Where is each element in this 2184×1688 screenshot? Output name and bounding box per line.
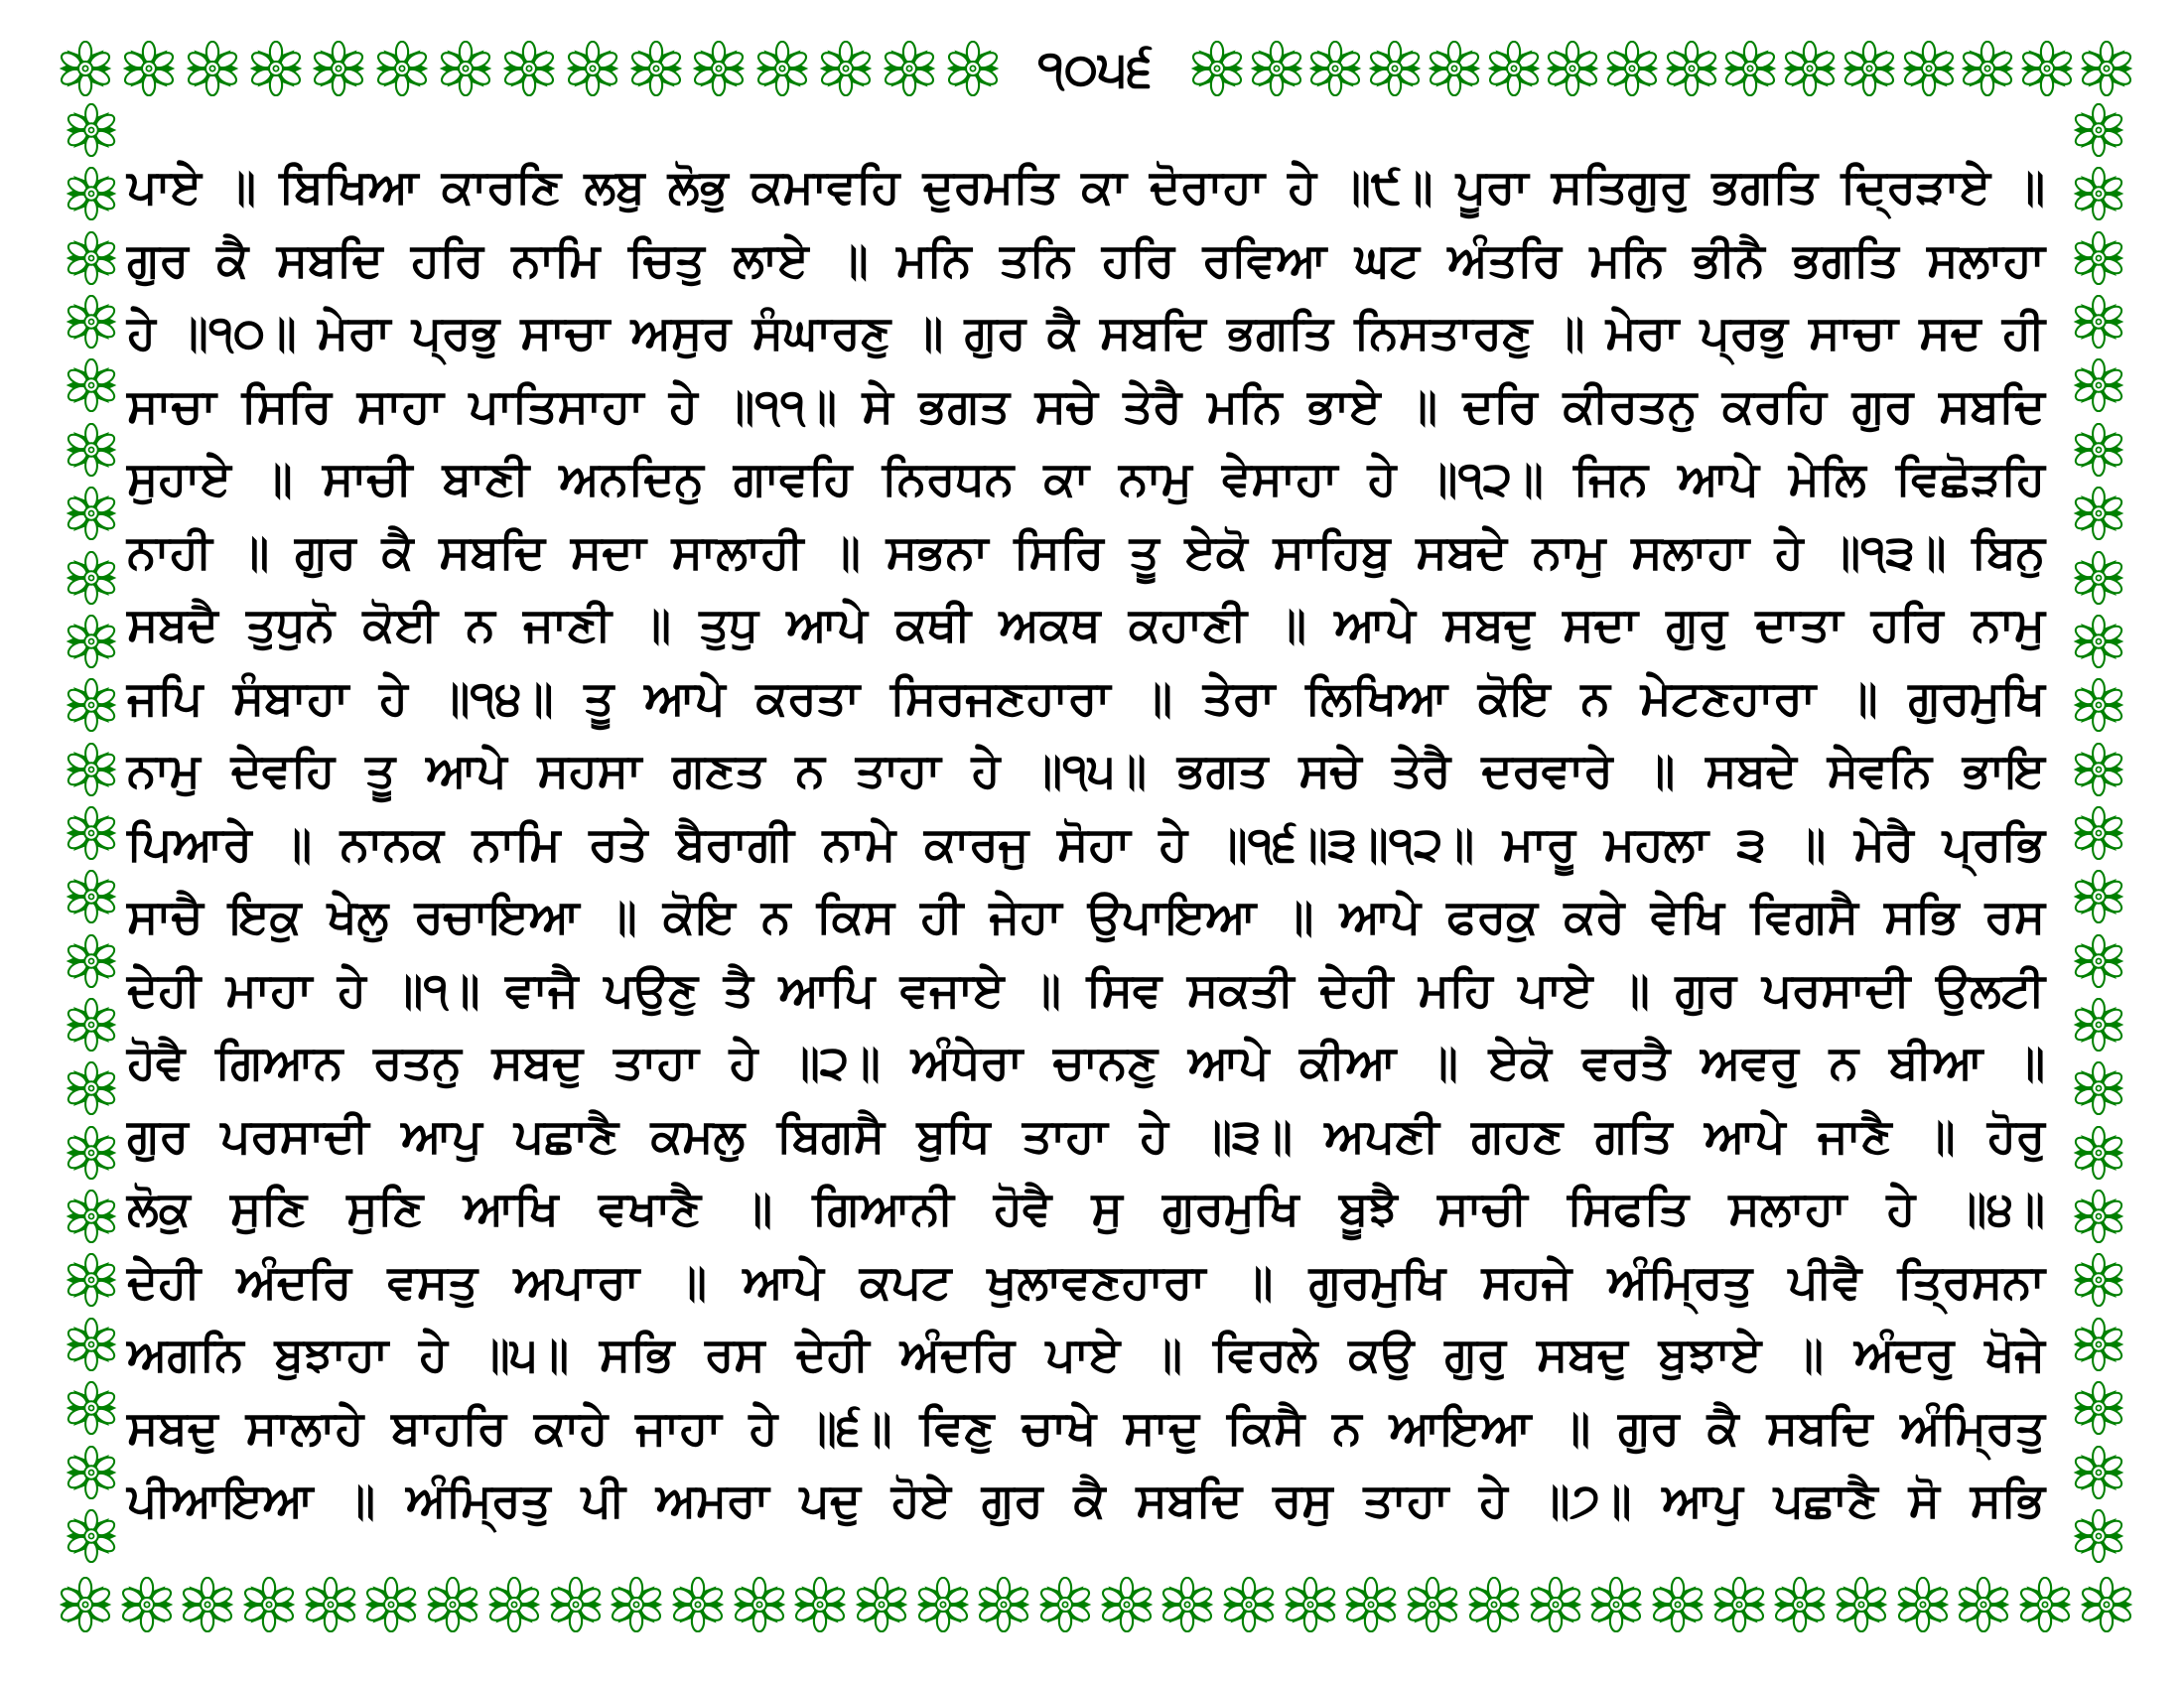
flower-icon (1486, 41, 1542, 96)
flower-icon (248, 41, 304, 96)
flower-icon (303, 1577, 358, 1632)
flower-icon (2017, 1577, 2073, 1632)
flower-icon (609, 1577, 664, 1632)
text-line: ਸਾਚੈ ਇਕੁ ਖੇਲੁ ਰਚਾਇਆ ॥ ਕੋਇ ਨ ਕਿਸ ਹੀ ਜੇਹਾ ਉਪਾਇਆ ॥ ਆਪੇ ਫਰਕੁ ਕਰੇ ਵੇਖਿ ਵਿਗਸੈ ਸਭਿ ਰਸ (127, 890, 2045, 944)
flower-icon (1782, 41, 1838, 96)
text-line: ਦੇਹੀ ਅੰਦਰਿ ਵਸਤੁ ਅਪਾਰਾ ॥ ਆਪੇ ਕਪਟ ਖੁਲਾਵਣਹਾਰਾ ॥ ਗੁਰਮੁਖਿ ਸਹਜੇ ਅੰਮ੍ਰਿਤੁ ਪੀਵੈ ਤ੍ਰਿਸਨਾ (127, 1254, 2045, 1310)
flower-icon (2079, 41, 2134, 96)
flower-icon (65, 1318, 118, 1371)
flower-icon (2072, 1318, 2125, 1371)
flower-icon (65, 743, 118, 796)
flower-icon (374, 41, 430, 96)
flower-icon (915, 1577, 971, 1632)
flower-icon (1405, 1577, 1460, 1632)
flower-icon (565, 41, 620, 96)
text-line: ਸਬਦੈ ਤੁਧੁਨੋ ਕੋਈ ਨ ਜਾਣੀ ॥ ਤੁਧੁ ਆਪੇ ਕਥੀ ਅਕਥ ਕਹਾਣੀ ॥ ਆਪੇ ਸਬਦੁ ਸਦਾ ਗੁਰੁ ਦਾਤਾ ਹਰਿ ਨਾਮੁ (127, 598, 2045, 652)
flower-icon (1466, 1577, 1522, 1632)
text-line: ਗੁਰ ਪਰਸਾਦੀ ਆਪੁ ਪਛਾਣੈ ਕਮਲੁ ਬਿਗਸੈ ਬੁਧਿ ਤਾਹਾ ਹੇ ॥੩॥ ਅਪਣੀ ਗਹਣ ਗਤਿ ਆਪੇ ਜਾਣੈ ॥ ਹੋਰੁ (127, 1108, 2045, 1164)
flower-icon (1588, 1577, 1644, 1632)
flower-icon (1545, 41, 1600, 96)
flower-icon (65, 1190, 118, 1243)
text-line: ਹੇ ॥੧੦॥ ਮੇਰਾ ਪ੍ਰਭੁ ਸਾਚਾ ਅਸੁਰ ਸੰਘਾਰਣੁ ॥ ਗੁਰ ਕੈ ਸਬਦਿ ਭਗਤਿ ਨਿਸਤਾਰਣੁ ॥ ਮੇਰਾ ਪ੍ਰਭੁ ਸਾਚਾ ਸਦ ਹੀ (127, 306, 2045, 360)
flower-icon (1722, 41, 1778, 96)
flower-icon (1160, 1577, 1215, 1632)
text-line: ਸੁਹਾਏ ॥ ਸਾਚੀ ਬਾਣੀ ਅਨਦਿਨੁ ਗਾਵਹਿ ਨਿਰਧਨ ਕਾ ਨਾਮੁ ਵੇਸਾਹਾ ਹੇ ॥੧੨॥ ਜਿਨ ਆਪੇ ਮੇਲਿ ਵਿਛੋੜਹਿ (127, 452, 2045, 506)
flower-icon (691, 41, 747, 96)
border-ornaments-top-right (1189, 36, 2134, 101)
flower-icon (425, 1577, 480, 1632)
text-line: ਪਾਏ ॥ ਬਿਖਿਆ ਕਾਰਣਿ ਲਬੁ ਲੋਭੁ ਕਮਾਵਹਿ ਦੁਰਮਤਿ ਕਾ ਦੋਰਾਹਾ ਹੇ ॥੯॥ ਪੂਰਾ ਸਤਿਗੁਰੁ ਭਗਤਿ ਦ੍ਰਿੜਾਏ ॥ (127, 160, 2045, 214)
flower-icon (65, 1381, 118, 1435)
flower-icon (1956, 1577, 2011, 1632)
flower-icon (2072, 806, 2125, 860)
text-line: ਨਾਮੁ ਦੇਵਹਿ ਤੂ ਆਪੇ ਸਹਸਾ ਗਣਤ ਨ ਤਾਹਾ ਹੇ ॥੧੫॥ ਭਗਤ ਸਚੇ ਤੇਰੈ ਦਰਵਾਰੇ ॥ ਸਬਦੇ ਸੇਵਨਿ ਭਾਇ (127, 744, 2045, 798)
flower-icon (58, 1577, 113, 1632)
flower-icon (2072, 295, 2125, 349)
text-line: ਲੋਕੁ ਸੁਣਿ ਸੁਣਿ ਆਖਿ ਵਖਾਣੈ ॥ ਗਿਆਨੀ ਹੋਵੈ ਸੁ ਗੁਰਮੁਖਿ ਬੂਝੈ ਸਾਚੀ ਸਿਫਤਿ ਸਲਾਹਾ ਹੇ ॥੪॥ (127, 1182, 2045, 1236)
flower-icon (180, 1577, 235, 1632)
flower-icon (1099, 1577, 1155, 1632)
flower-icon (65, 358, 118, 412)
flower-icon (438, 41, 493, 96)
flower-icon (2072, 358, 2125, 412)
text-line: ਦੇਹੀ ਮਾਹਾ ਹੇ ॥੧॥ ਵਾਜੈ ਪਉਣੁ ਤੈ ਆਪਿ ਵਜਾਏ ॥ ਸਿਵ ਸਕਤੀ ਦੇਹੀ ਮਹਿ ਪਾਏ ॥ ਗੁਰ ਪਰਸਾਦੀ ਉਲਟੀ (127, 962, 2045, 1018)
border-ornaments-bottom (58, 1572, 2134, 1637)
flower-icon (670, 1577, 726, 1632)
flower-icon (2072, 1509, 2125, 1563)
flower-icon (65, 998, 118, 1052)
flower-icon (2072, 678, 2125, 732)
page-number: ੧੦੫੬ (1037, 40, 1153, 97)
flower-icon (1834, 1577, 1889, 1632)
flower-icon (241, 1577, 297, 1632)
flower-icon (2072, 1381, 2125, 1435)
flower-icon (1343, 1577, 1399, 1632)
flower-icon (2072, 998, 2125, 1052)
text-line: ਪਿਆਰੇ ॥ ਨਾਨਕ ਨਾਮਿ ਰਤੇ ਬੈਰਾਗੀ ਨਾਮੇ ਕਾਰਜੁ ਸੋਹਾ ਹੇ ॥੧੬॥੩॥੧੨॥ ਮਾਰੂ ਮਹਲਾ ੩ ॥ ਮੇਰੈ ਪ੍ਰਭਿ (127, 816, 2045, 872)
text-line: ਗੁਰ ਕੈ ਸਬਦਿ ਹਰਿ ਨਾਮਿ ਚਿਤੁ ਲਾਏ ॥ ਮਨਿ ਤਨਿ ਹਰਿ ਰਵਿਆ ਘਟ ਅੰਤਰਿ ਮਨਿ ਭੀਨੈ ਭਗਤਿ ਸਲਾਹਾ (127, 232, 2045, 288)
flower-icon (2072, 551, 2125, 605)
flower-icon (1037, 1577, 1093, 1632)
border-ornaments-right (2071, 103, 2126, 1563)
flower-icon (119, 1577, 175, 1632)
flower-icon (65, 551, 118, 605)
flower-icon (1189, 41, 1245, 96)
flower-icon (65, 231, 118, 285)
flower-icon (2072, 870, 2125, 923)
flower-icon (2072, 103, 2125, 157)
flower-icon (65, 870, 118, 923)
border-top (58, 36, 2134, 101)
flower-icon (2019, 41, 2075, 96)
flower-icon (1528, 1577, 1583, 1632)
flower-icon (2072, 743, 2125, 796)
flower-icon (65, 295, 118, 349)
flower-icon (2072, 423, 2125, 477)
flower-icon (311, 41, 366, 96)
flower-icon (65, 615, 118, 668)
flower-icon (1711, 1577, 1767, 1632)
flower-icon (121, 41, 177, 96)
flower-icon (1604, 41, 1660, 96)
flower-icon (732, 1577, 787, 1632)
flower-icon (486, 1577, 542, 1632)
text-line: ਜਪਿ ਸੰਬਾਹਾ ਹੇ ॥੧੪॥ ਤੂ ਆਪੇ ਕਰਤਾ ਸਿਰਜਣਹਾਰਾ ॥ ਤੇਰਾ ਲਿਖਿਆ ਕੋਇ ਨ ਮੇਟਣਹਾਰਾ ॥ ਗੁਰਮੁਖਿ (127, 670, 2045, 726)
flower-icon (2072, 615, 2125, 668)
flower-icon (65, 1061, 118, 1115)
flower-icon (2072, 1190, 2125, 1243)
flower-icon (976, 1577, 1031, 1632)
text-line: ਨਾਹੀ ॥ ਗੁਰ ਕੈ ਸਬਦਿ ਸਦਾ ਸਾਲਾਹੀ ॥ ਸਭਨਾ ਸਿਰਿ ਤੂ ਏਕੋ ਸਾਹਿਬੁ ਸਬਦੇ ਨਾਮੁ ਸਲਾਹਾ ਹੇ ॥੧੩॥ ਬਿਨੁ (127, 524, 2045, 580)
flower-icon (1221, 1577, 1277, 1632)
flower-icon (1664, 41, 1719, 96)
flower-icon (65, 1509, 118, 1563)
flower-icon (818, 41, 874, 96)
flower-icon (1249, 41, 1304, 96)
flower-icon (65, 1446, 118, 1499)
text-line: ਸਾਚਾ ਸਿਰਿ ਸਾਹਾ ਪਾਤਿਸਾਹਾ ਹੇ ॥੧੧॥ ਸੇ ਭਗਤ ਸਚੇ ਤੇਰੈ ਮਨਿ ਭਾਏ ॥ ਦਰਿ ਕੀਰਤਨੁ ਕਰਹਿ ਗੁਰ ਸਬਦਿ (127, 378, 2045, 434)
flower-icon (1307, 41, 1363, 96)
flower-icon (1901, 41, 1957, 96)
flower-icon (1772, 1577, 1828, 1632)
flower-icon (2079, 1577, 2134, 1632)
page-number-box (1001, 36, 1189, 101)
flower-icon (185, 41, 240, 96)
flower-icon (363, 1577, 419, 1632)
border-ornaments-top-left (58, 36, 1001, 101)
flower-icon (1842, 41, 1897, 96)
text-line: ਅਗਨਿ ਬੁਝਾਹਾ ਹੇ ॥੫॥ ਸਭਿ ਰਸ ਦੇਹੀ ਅੰਦਰਿ ਪਾਏ ॥ ਵਿਰਲੇ ਕਉ ਗੁਰੁ ਸਬਦੁ ਬੁਝਾਏ ॥ ਅੰਦਰੁ ਖੋਜੇ (127, 1328, 2045, 1382)
flower-icon (628, 41, 684, 96)
flower-icon (2072, 167, 2125, 220)
text-line: ਪੀਆਇਆ ॥ ਅੰਮ੍ਰਿਤੁ ਪੀ ਅਮਰਾ ਪਦੁ ਹੋਏ ਗੁਰ ਕੈ ਸਬਦਿ ਰਸੁ ਤਾਹਾ ਹੇ ॥੭॥ ਆਪੁ ਪਛਾਣੈ ਸੋ ਸਭਿ (127, 1474, 2045, 1528)
flower-icon (854, 1577, 909, 1632)
flower-icon (58, 41, 113, 96)
border-ornaments-left (64, 103, 119, 1563)
flower-icon (548, 1577, 604, 1632)
flower-icon (65, 806, 118, 860)
flower-icon (1960, 41, 2015, 96)
flower-icon (2072, 1253, 2125, 1307)
flower-icon (2072, 1061, 2125, 1115)
scripture-text (127, 151, 2045, 1538)
flower-icon (2072, 487, 2125, 540)
flower-icon (1895, 1577, 1951, 1632)
flower-icon (754, 41, 810, 96)
flower-icon (65, 487, 118, 540)
flower-icon (65, 934, 118, 988)
flower-icon (2072, 1126, 2125, 1180)
flower-icon (65, 103, 118, 157)
flower-icon (1650, 1577, 1706, 1632)
flower-icon (792, 1577, 848, 1632)
flower-icon (2072, 1446, 2125, 1499)
flower-icon (1283, 1577, 1338, 1632)
flower-icon (2072, 934, 2125, 988)
flower-icon (945, 41, 1001, 96)
flower-icon (1367, 41, 1423, 96)
flower-icon (65, 167, 118, 220)
flower-icon (65, 423, 118, 477)
flower-icon (1427, 41, 1482, 96)
text-line: ਹੋਵੈ ਗਿਆਨ ਰਤਨੁ ਸਬਦੁ ਤਾਹਾ ਹੇ ॥੨॥ ਅੰਧੇਰਾ ਚਾਨਣੁ ਆਪੇ ਕੀਆ ॥ ਏਕੋ ਵਰਤੈ ਅਵਰੁ ਨ ਬੀਆ ॥ (127, 1036, 2045, 1090)
flower-icon (65, 678, 118, 732)
text-line: ਸਬਦੁ ਸਾਲਾਹੇ ਬਾਹਰਿ ਕਾਹੇ ਜਾਹਾ ਹੇ ॥੬॥ ਵਿਣੁ ਚਾਖੇ ਸਾਦੁ ਕਿਸੈ ਨ ਆਇਆ ॥ ਗੁਰ ਕੈ ਸਬਦਿ ਅੰਮ੍ਰਿਤੁ (127, 1400, 2045, 1456)
flower-icon (882, 41, 937, 96)
flower-icon (501, 41, 557, 96)
flower-icon (65, 1126, 118, 1180)
flower-icon (65, 1253, 118, 1307)
flower-icon (2072, 231, 2125, 285)
